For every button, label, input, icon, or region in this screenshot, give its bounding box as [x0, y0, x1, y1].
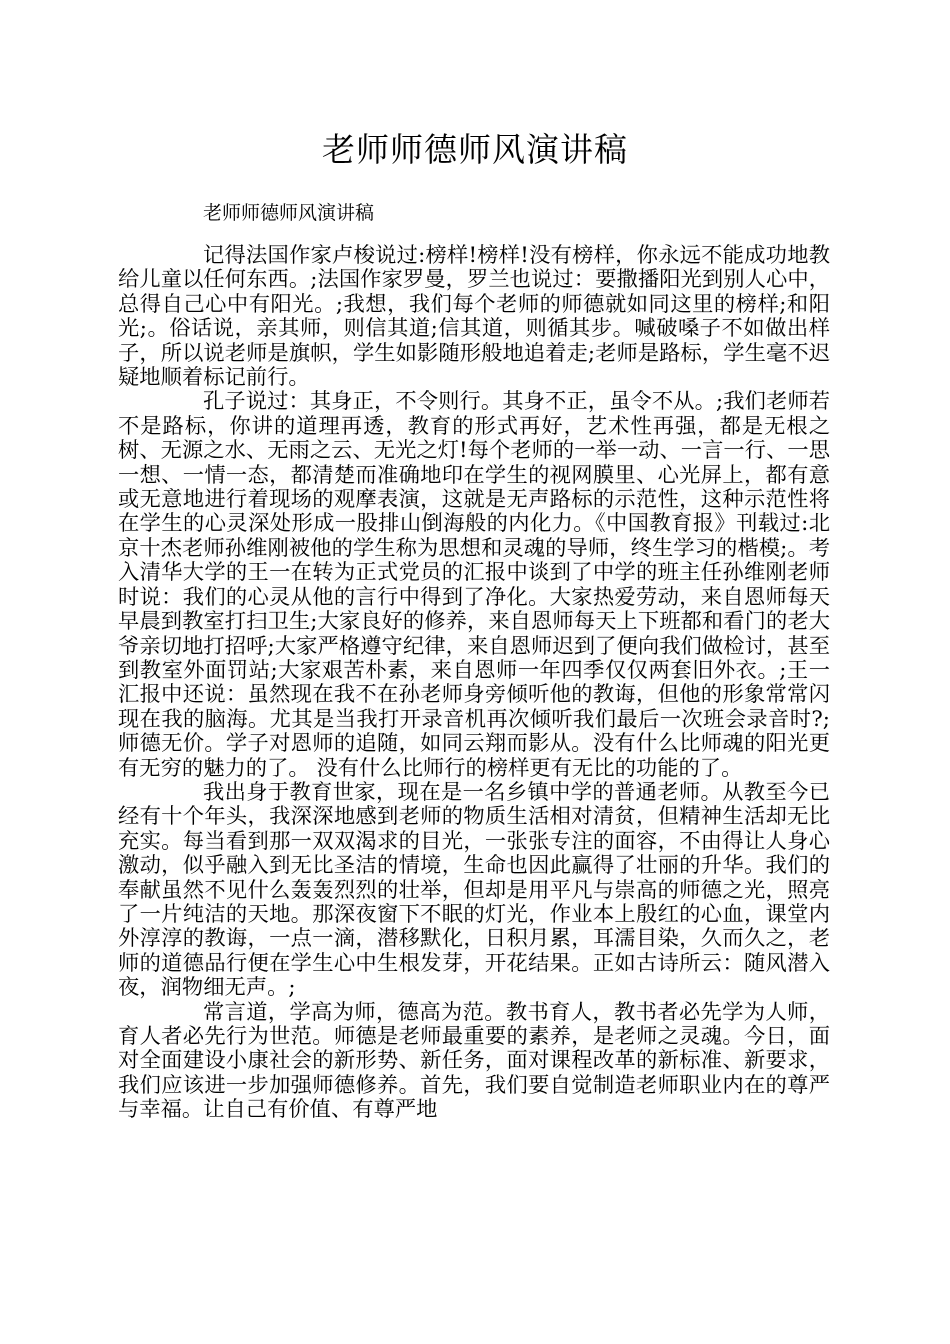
paragraph: 孔子说过：其身正，不令则行。其身不正，虽令不从。;我们老师若不是路标，你讲的道理再透，教育的形式再好，艺术性再强，都是无根之树、无源之水、无雨之云、无光之灯!每个老师的一举一动、一言一行、一思一想、一情一态，都清楚而准确地印在学生的视网膜里、心光屏上，都有意或无意地进行着现场的观摩表演，这就是无声路标的示范性，这种示范性将在学生的心灵深处形成一股排山倒海般的内化力。《中国教育报》刊载过:北京十杰老师孙维刚被他的学生称为思想和灵魂的导师，终生学习的楷模;。考入清华大学的王一在转为正式党员的汇报中谈到了中学的班主任孙维刚老师时说：我们的心灵从他的言行中得到了净化。大家热爱劳动，来自恩师每天早晨到教室打扫卫生;大家良好的修养，来自恩师每天上下班都和看门的老大爷亲切地打招呼;大家严格遵守纪律，来自恩师迟到了便向我们做检讨，甚至到教室外面罚站;大家艰苦朴素，来自恩师一年四季仅仅两套旧外衣。;王一汇报中还说：虽然现在我不在孙老师身旁倾听他的教诲，但他的形象常常闪现在我的脑海。尤其是当我打开录音机再次倾听我们最后一次班会录音时?;师德无价。学子对恩师的追随，如同云翔而影从。没有什么比师魂的阳光更有无穷的魅力的了。 没有什么比师行的榜样更有无比的功能的了。: [118, 389, 830, 781]
document-title: 老师师德师风演讲稿: [322, 130, 628, 169]
document-body: [118, 244, 830, 1123]
paragraph: 记得法国作家卢梭说过:榜样!榜样!没有榜样，你永远不能成功地教给儿童以任何东西。;法国作家罗曼，罗兰也说过：要撒播阳光到别人心中，总得自己心中有阳光。;我想，我们每个老师的师德就如同这里的榜样;和阳光;。俗话说，亲其师，则信其道;信其道，则循其步。喊破嗓子不如做出样子，所以说老师是旗帜，学生如影随形般地追着走;老师是路标，学生毫不迟疑地顺着标记前行。: [118, 243, 830, 391]
paragraph: 常言道，学高为师，德高为范。教书育人，教书者必先学为人师，育人者必先行为世范。师德是老师最重要的素养，是老师之灵魂。今日，面对全面建设小康社会的新形势、新任务，面对课程改革的新标准、新要求，我们应该进一步加强师德修养。首先，我们要自觉制造老师职业内在的尊严与幸福。让自己有价值、有尊严地: [118, 999, 830, 1123]
document-subtitle: 老师师德师风演讲稿: [203, 202, 375, 224]
paragraph: 我出身于教育世家，现在是一名乡镇中学的普通老师。从教至今已经有十个年头，我深深地感到老师的物质生活相对清贫，但精神生活却无比充实。每当看到那一双双渴求的目光，一张张专注的面容，不由得让人身心激动，似乎融入到无比圣洁的情境，生命也因此赢得了壮丽的升华。我们的奉献虽然不见什么轰轰烈烈的壮举，但却是用平凡与崇高的师德之光，照亮了一片纯洁的天地。那深夜窗下不眠的灯光，作业本上殷红的心血，课堂内外淳淳的教诲，一点一滴，潜移默化，日积月累，耳濡目染，久而久之，老师的道德品行便在学生心中生根发芽，开花结果。正如古诗所云：随风潜入夜，润物细无声。;: [118, 779, 830, 1001]
